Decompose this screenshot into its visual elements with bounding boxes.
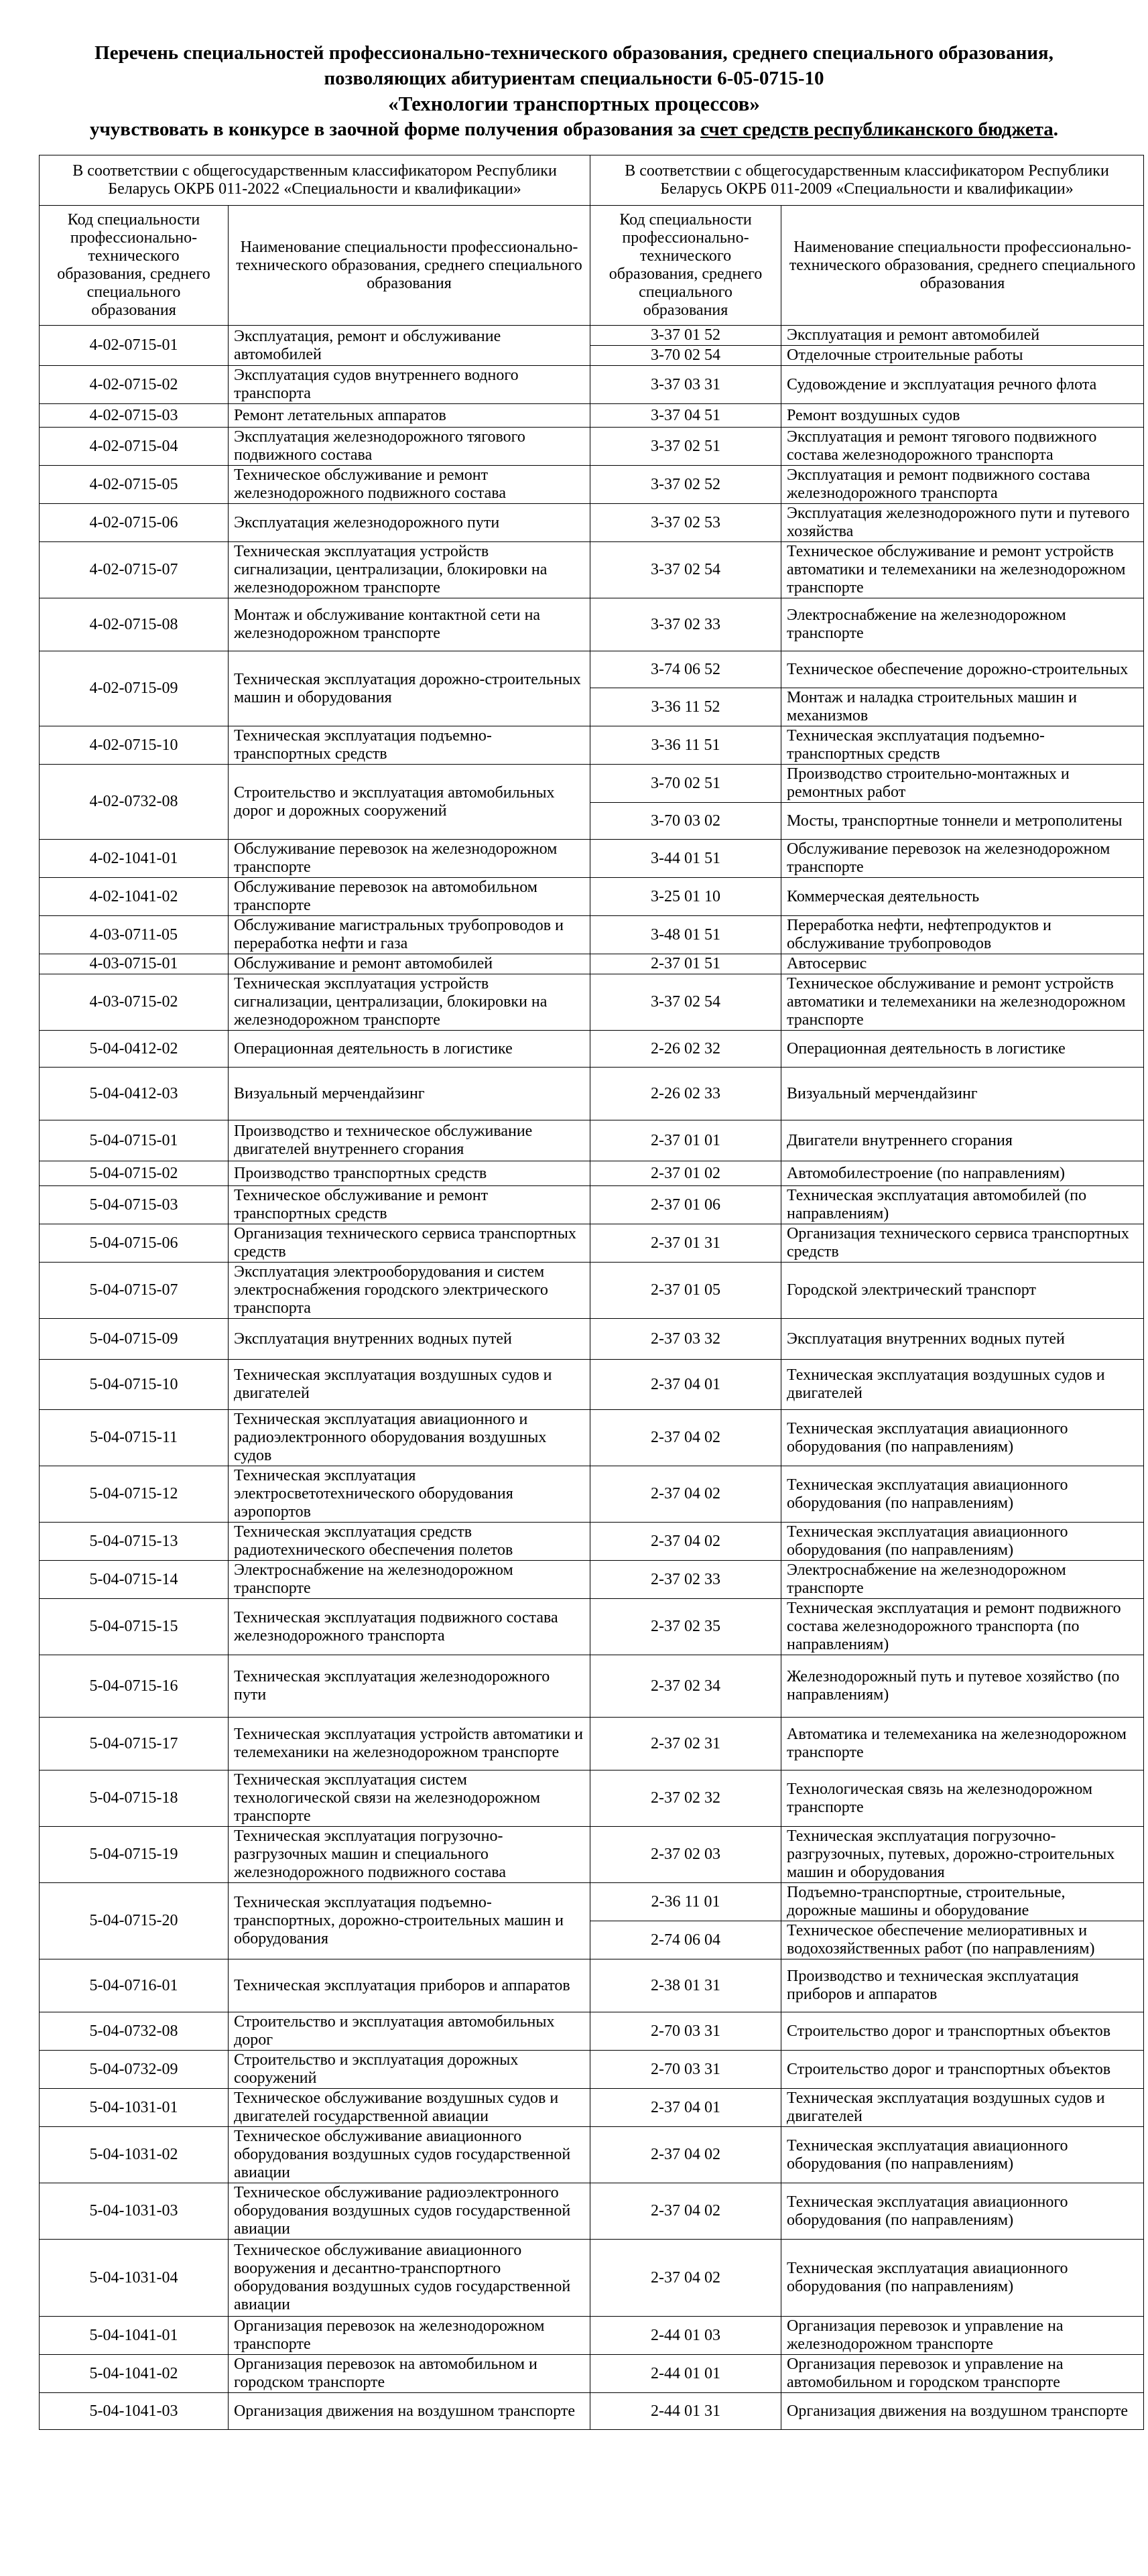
table-row bbox=[40, 326, 1144, 346]
specialty-name-2009: Отделочные строительные работы bbox=[781, 346, 1144, 366]
specialty-code-2022: 5-04-1041-02 bbox=[40, 2355, 229, 2393]
specialty-name-2022: Эксплуатация судов внутреннего водного транспорта bbox=[229, 366, 590, 404]
specialty-name-2022: Техническое обслуживание и ремонт транспортных средств bbox=[229, 1186, 590, 1224]
specialty-code-2022: 5-04-0716-01 bbox=[40, 1959, 229, 2012]
specialty-code-2022: 5-04-1031-01 bbox=[40, 2089, 229, 2127]
table-row bbox=[40, 1770, 1144, 1827]
specialty-name-2009: Организация технического сервиса транспортных средств bbox=[781, 1224, 1144, 1263]
specialty-code-2009: 3-37 02 53 bbox=[590, 504, 781, 542]
specialty-code-2022: 5-04-1031-02 bbox=[40, 2127, 229, 2183]
specialty-name-2022: Техническая эксплуатация устройств сигнализации, централизации, блокировки на железнодорожном транспорте bbox=[229, 974, 590, 1031]
specialty-name-2009: Техническое обеспечение мелиоративных и водохозяйственных работ (по направлениям) bbox=[781, 1921, 1144, 1959]
col-header-name-2022: Наименование специальности профессионально-технического образования, среднего специального образования bbox=[229, 206, 590, 326]
specialty-name-2009: Коммерческая деятельность bbox=[781, 878, 1144, 916]
specialty-name-2022: Производство транспортных средств bbox=[229, 1161, 590, 1186]
specialty-code-2009: 2-26 02 33 bbox=[590, 1068, 781, 1120]
table-row bbox=[40, 366, 1144, 404]
specialty-name-2022: Техническая эксплуатация электросветотехнического оборудования аэропортов bbox=[229, 1466, 590, 1523]
specialty-code-2009: 2-37 02 34 bbox=[590, 1655, 781, 1718]
specialty-code-2009: 2-37 02 35 bbox=[590, 1599, 781, 1655]
specialty-name-2022: Организация технического сервиса транспортных средств bbox=[229, 1224, 590, 1263]
specialty-code-2022: 5-04-0715-12 bbox=[40, 1466, 229, 1523]
specialty-code-2022: 4-02-0715-04 bbox=[40, 428, 229, 466]
col-header-code-2009: Код специальности профессионально-технического образования, среднего специального образования bbox=[590, 206, 781, 326]
specialty-name-2009: Производство и техническая эксплуатация приборов и аппаратов bbox=[781, 1959, 1144, 2012]
specialty-code-2022: 4-02-0732-08 bbox=[40, 765, 229, 840]
table-row bbox=[40, 1186, 1144, 1224]
specialty-code-2009: 2-70 03 31 bbox=[590, 2012, 781, 2051]
specialty-name-2009: Техническая эксплуатация подъемно-транспортных средств bbox=[781, 726, 1144, 765]
specialty-code-2022: 4-02-0715-08 bbox=[40, 598, 229, 651]
group-header-row bbox=[40, 155, 1144, 206]
table-row bbox=[40, 2051, 1144, 2089]
table-row bbox=[40, 916, 1144, 954]
specialty-code-2009: 3-70 02 54 bbox=[590, 346, 781, 366]
specialty-code-2009: 2-37 04 02 bbox=[590, 1410, 781, 1466]
specialty-name-2009: Строительство дорог и транспортных объектов bbox=[781, 2051, 1144, 2089]
table-row bbox=[40, 504, 1144, 542]
specialty-code-2022: 4-02-0715-05 bbox=[40, 466, 229, 504]
specialty-name-2009: Визуальный мерчендайзинг bbox=[781, 1068, 1144, 1120]
specialty-name-2009: Техническая эксплуатация авиационного оборудования (по направлениям) bbox=[781, 1466, 1144, 1523]
table-row bbox=[40, 1031, 1144, 1068]
specialty-name-2009: Техническая эксплуатация авиационного оборудования (по направлениям) bbox=[781, 1410, 1144, 1466]
specialty-code-2009: 2-37 01 31 bbox=[590, 1224, 781, 1263]
specialty-code-2022: 5-04-0412-02 bbox=[40, 1031, 229, 1068]
heading-line-2: позволяющих абитуриентам специальности 6-05-0715-10 bbox=[324, 68, 824, 89]
specialty-code-2009: 3-74 06 52 bbox=[590, 651, 781, 688]
table-row bbox=[40, 2355, 1144, 2393]
specialty-code-2009: 3-44 01 51 bbox=[590, 840, 781, 878]
specialty-code-2022: 4-02-0715-09 bbox=[40, 651, 229, 726]
table-row bbox=[40, 404, 1144, 428]
specialty-code-2022: 4-02-0715-07 bbox=[40, 542, 229, 598]
specialty-name-2022: Эксплуатация электрооборудования и систем электроснабжения городского электрического транспорта bbox=[229, 1263, 590, 1319]
specialty-name-2009: Автосервис bbox=[781, 954, 1144, 974]
table-row bbox=[40, 2012, 1144, 2051]
specialty-code-2022: 5-04-0715-16 bbox=[40, 1655, 229, 1718]
specialty-name-2009: Техническая эксплуатация автомобилей (по направлениям) bbox=[781, 1186, 1144, 1224]
specialty-name-2022: Техническая эксплуатация приборов и аппаратов bbox=[229, 1959, 590, 2012]
specialty-code-2022: 5-04-0715-07 bbox=[40, 1263, 229, 1319]
specialty-code-2009: 3-36 11 52 bbox=[590, 688, 781, 726]
table-row bbox=[40, 878, 1144, 916]
specialty-name-2009: Техническое обслуживание и ремонт устройств автоматики и телемеханики на железнодорожном транспорте bbox=[781, 542, 1144, 598]
specialty-name-2009: Мосты, транспортные тоннели и метрополитены bbox=[781, 803, 1144, 840]
specialty-name-2022: Техническая эксплуатация подъемно-транспортных, дорожно-строительных машин и оборудования bbox=[229, 1883, 590, 1959]
table-row bbox=[40, 954, 1144, 974]
specialty-code-2009: 2-44 01 01 bbox=[590, 2355, 781, 2393]
specialty-code-2022: 5-04-0732-09 bbox=[40, 2051, 229, 2089]
specialty-name-2022: Обслуживание и ремонт автомобилей bbox=[229, 954, 590, 974]
specialty-name-2022: Техническая эксплуатация устройств автоматики и телемеханики на железнодорожном транспорте bbox=[229, 1718, 590, 1770]
specialty-code-2009: 2-44 01 03 bbox=[590, 2317, 781, 2355]
specialty-name-2009: Судовождение и эксплуатация речного флота bbox=[781, 366, 1144, 404]
specialty-code-2009: 2-37 02 33 bbox=[590, 1561, 781, 1599]
specialty-name-2022: Эксплуатация, ремонт и обслуживание автомобилей bbox=[229, 326, 590, 366]
heading-line-4-suffix: . bbox=[1053, 119, 1059, 140]
specialty-code-2022: 5-04-0715-15 bbox=[40, 1599, 229, 1655]
specialty-code-2022: 5-04-0715-06 bbox=[40, 1224, 229, 1263]
table-row bbox=[40, 974, 1144, 1031]
specialty-code-2009: 2-37 04 01 bbox=[590, 1360, 781, 1410]
table-row bbox=[40, 1561, 1144, 1599]
specialty-code-2009: 2-37 03 32 bbox=[590, 1319, 781, 1360]
specialty-code-2022: 5-04-1031-03 bbox=[40, 2183, 229, 2240]
table-row bbox=[40, 2127, 1144, 2183]
specialty-name-2022: Строительство и эксплуатация дорожных сооружений bbox=[229, 2051, 590, 2089]
specialty-name-2022: Электроснабжение на железнодорожном транспорте bbox=[229, 1561, 590, 1599]
specialty-code-2022: 5-04-0732-08 bbox=[40, 2012, 229, 2051]
col-header-code-2022: Код специальности профессионально-технического образования, среднего специального образования bbox=[40, 206, 229, 326]
specialty-name-2022: Техническое обслуживание и ремонт железнодорожного подвижного состава bbox=[229, 466, 590, 504]
specialty-name-2022: Техническое обслуживание воздушных судов и двигателей государственной авиации bbox=[229, 2089, 590, 2127]
specialty-code-2009: 2-74 06 04 bbox=[590, 1921, 781, 1959]
specialty-name-2009: Техническая эксплуатация воздушных судов и двигателей bbox=[781, 1360, 1144, 1410]
specialty-name-2022: Строительство и эксплуатация автомобильных дорог и дорожных сооружений bbox=[229, 765, 590, 840]
table-row bbox=[40, 542, 1144, 598]
specialty-code-2009: 3-70 02 51 bbox=[590, 765, 781, 803]
specialty-name-2009: Эксплуатация и ремонт тягового подвижного состава железнодорожного транспорта bbox=[781, 428, 1144, 466]
specialty-name-2022: Техническая эксплуатация устройств сигнализации, централизации, блокировки на железнодорожном транспорте bbox=[229, 542, 590, 598]
heading-line-4 bbox=[0, 117, 1148, 142]
table-row bbox=[40, 2240, 1144, 2317]
specialty-name-2022: Эксплуатация железнодорожного пути bbox=[229, 504, 590, 542]
specialty-name-2009: Ремонт воздушных судов bbox=[781, 404, 1144, 428]
specialty-code-2009: 2-36 11 01 bbox=[590, 1883, 781, 1921]
table-row bbox=[40, 428, 1144, 466]
specialty-code-2009: 3-70 03 02 bbox=[590, 803, 781, 840]
specialty-name-2009: Монтаж и наладка строительных машин и механизмов bbox=[781, 688, 1144, 726]
specialty-name-2009: Автоматика и телемеханика на железнодорожном транспорте bbox=[781, 1718, 1144, 1770]
group-header-2022: В соответствии с общегосударственным классификатором Республики Беларусь ОКРБ 011-2022 «Специальности и квалификации» bbox=[40, 155, 590, 206]
specialty-name-2022: Организация перевозок на железнодорожном транспорте bbox=[229, 2317, 590, 2355]
specialty-name-2009: Техническая эксплуатация авиационного оборудования (по направлениям) bbox=[781, 2240, 1144, 2317]
specialty-code-2022: 5-04-0715-11 bbox=[40, 1410, 229, 1466]
specialty-name-2022: Ремонт летательных аппаратов bbox=[229, 404, 590, 428]
specialty-name-2022: Техническая эксплуатация систем технологической связи на железнодорожном транспорте bbox=[229, 1770, 590, 1827]
table-body bbox=[40, 326, 1144, 2430]
specialty-code-2022: 4-02-0715-01 bbox=[40, 326, 229, 366]
table-row bbox=[40, 1360, 1144, 1410]
specialty-name-2022: Техническая эксплуатация воздушных судов и двигателей bbox=[229, 1360, 590, 1410]
specialty-code-2022: 4-02-0715-02 bbox=[40, 366, 229, 404]
table-row bbox=[40, 1120, 1144, 1161]
specialty-name-2009: Двигатели внутреннего сгорания bbox=[781, 1120, 1144, 1161]
specialty-name-2022: Техническое обслуживание авиационного вооружения и десантно-транспортного оборудования воздушных судов государственной авиации bbox=[229, 2240, 590, 2317]
specialty-name-2022: Техническая эксплуатация подвижного состава железнодорожного транспорта bbox=[229, 1599, 590, 1655]
table-row bbox=[40, 1224, 1144, 1263]
specialty-name-2009: Операционная деятельность в логистике bbox=[781, 1031, 1144, 1068]
specialty-name-2022: Производство и техническое обслуживание двигателей внутреннего сгорания bbox=[229, 1120, 590, 1161]
specialty-code-2022: 4-02-0715-06 bbox=[40, 504, 229, 542]
table-row bbox=[40, 2317, 1144, 2355]
table-row bbox=[40, 1959, 1144, 2012]
specialty-code-2009: 2-37 02 32 bbox=[590, 1770, 781, 1827]
specialty-code-2022: 4-02-1041-02 bbox=[40, 878, 229, 916]
specialty-code-2009: 3-37 02 52 bbox=[590, 466, 781, 504]
specialty-code-2022: 4-03-0715-01 bbox=[40, 954, 229, 974]
specialty-name-2022: Техническое обслуживание авиационного оборудования воздушных судов государственной авиации bbox=[229, 2127, 590, 2183]
specialty-name-2009: Электроснабжение на железнодорожном транспорте bbox=[781, 598, 1144, 651]
specialty-code-2009: 2-37 01 51 bbox=[590, 954, 781, 974]
specialty-code-2009: 2-44 01 31 bbox=[590, 2393, 781, 2430]
specialty-code-2009: 2-37 04 02 bbox=[590, 1466, 781, 1523]
specialty-name-2022: Строительство и эксплуатация автомобильных дорог bbox=[229, 2012, 590, 2051]
specialty-code-2009: 3-37 02 54 bbox=[590, 542, 781, 598]
specialty-code-2009: 2-37 01 06 bbox=[590, 1186, 781, 1224]
specialty-code-2022: 5-04-0715-20 bbox=[40, 1883, 229, 1959]
specialty-name-2009: Техническая эксплуатация авиационного оборудования (по направлениям) bbox=[781, 1523, 1144, 1561]
column-header-row bbox=[40, 206, 1144, 326]
specialty-name-2009: Переработка нефти, нефтепродуктов и обслуживание трубопроводов bbox=[781, 916, 1144, 954]
specialty-name-2009: Организация движения на воздушном транспорте bbox=[781, 2393, 1144, 2430]
specialty-code-2022: 5-04-1031-04 bbox=[40, 2240, 229, 2317]
specialty-code-2009: 3-37 01 52 bbox=[590, 326, 781, 346]
specialty-code-2022: 5-04-0715-18 bbox=[40, 1770, 229, 1827]
specialty-code-2009: 2-37 04 02 bbox=[590, 1523, 781, 1561]
group-header-2009: В соответствии с общегосударственным классификатором Республики Беларусь ОКРБ 011-2009 «Специальности и квалификации» bbox=[590, 155, 1144, 206]
table-row bbox=[40, 466, 1144, 504]
specialty-name-2022: Организация движения на воздушном транспорте bbox=[229, 2393, 590, 2430]
specialty-name-2009: Автомобилестроение (по направлениям) bbox=[781, 1161, 1144, 1186]
table-row bbox=[40, 1319, 1144, 1360]
specialty-name-2009: Эксплуатация железнодорожного пути и путевого хозяйства bbox=[781, 504, 1144, 542]
specialty-code-2022: 5-04-0715-01 bbox=[40, 1120, 229, 1161]
table-row bbox=[40, 1068, 1144, 1120]
specialty-name-2009: Подъемно-транспортные, строительные, дорожные машины и оборудование bbox=[781, 1883, 1144, 1921]
specialty-name-2022: Техническая эксплуатация подъемно-транспортных средств bbox=[229, 726, 590, 765]
specialty-code-2022: 5-04-1041-03 bbox=[40, 2393, 229, 2430]
specialty-code-2009: 3-25 01 10 bbox=[590, 878, 781, 916]
specialty-name-2009: Обслуживание перевозок на железнодорожном транспорте bbox=[781, 840, 1144, 878]
table-row bbox=[40, 726, 1144, 765]
specialty-code-2009: 2-38 01 31 bbox=[590, 1959, 781, 2012]
specialty-name-2022: Техническая эксплуатация железнодорожного пути bbox=[229, 1655, 590, 1718]
specialty-code-2009: 3-37 02 33 bbox=[590, 598, 781, 651]
specialty-code-2022: 5-04-1041-01 bbox=[40, 2317, 229, 2355]
specialty-name-2009: Техническая эксплуатация авиационного оборудования (по направлениям) bbox=[781, 2183, 1144, 2240]
specialty-code-2009: 2-37 02 03 bbox=[590, 1827, 781, 1883]
heading-line-4-prefix: учувствовать в конкурсе в заочной форме получения образования за bbox=[89, 119, 701, 140]
heading-budget-text: счет средств республиканского бюджета bbox=[700, 119, 1054, 140]
specialty-code-2009: 2-70 03 31 bbox=[590, 2051, 781, 2089]
specialty-code-2022: 5-04-0715-02 bbox=[40, 1161, 229, 1186]
specialty-name-2022: Визуальный мерчендайзинг bbox=[229, 1068, 590, 1120]
specialty-code-2009: 3-48 01 51 bbox=[590, 916, 781, 954]
specialty-code-2009: 3-36 11 51 bbox=[590, 726, 781, 765]
specialty-name-2022: Техническая эксплуатация погрузочно-разгрузочных машин и специального железнодорожного подвижного состава bbox=[229, 1827, 590, 1883]
specialty-code-2009: 2-37 04 02 bbox=[590, 2183, 781, 2240]
specialty-code-2022: 5-04-0715-03 bbox=[40, 1186, 229, 1224]
table-row bbox=[40, 1523, 1144, 1561]
specialty-code-2022: 4-02-0715-10 bbox=[40, 726, 229, 765]
specialty-code-2022: 4-03-0711-05 bbox=[40, 916, 229, 954]
table-row bbox=[40, 1263, 1144, 1319]
col-header-name-2009: Наименование специальности профессионально-технического образования, среднего специального образования bbox=[781, 206, 1144, 326]
table-row bbox=[40, 1655, 1144, 1718]
specialty-code-2022: 5-04-0715-10 bbox=[40, 1360, 229, 1410]
table-row bbox=[40, 2183, 1144, 2240]
specialty-name-2009: Техническая эксплуатация авиационного оборудования (по направлениям) bbox=[781, 2127, 1144, 2183]
specialty-name-2009: Производство строительно-монтажных и ремонтных работ bbox=[781, 765, 1144, 803]
specialty-name-2022: Монтаж и обслуживание контактной сети на железнодорожном транспорте bbox=[229, 598, 590, 651]
table-row bbox=[40, 1599, 1144, 1655]
table-row bbox=[40, 2089, 1144, 2127]
specialty-name-2009: Техническая эксплуатация и ремонт подвижного состава железнодорожного транспорта (по направлениям) bbox=[781, 1599, 1144, 1655]
specialty-code-2009: 3-37 04 51 bbox=[590, 404, 781, 428]
specialty-name-2022: Техническая эксплуатация авиационного и радиоэлектронного оборудования воздушных судов bbox=[229, 1410, 590, 1466]
specialty-name-2009: Эксплуатация и ремонт подвижного состава железнодорожного транспорта bbox=[781, 466, 1144, 504]
specialty-name-2022: Обслуживание перевозок на автомобильном транспорте bbox=[229, 878, 590, 916]
specialty-name-2022: Организация перевозок на автомобильном и городском транспорте bbox=[229, 2355, 590, 2393]
specialty-code-2022: 5-04-0715-17 bbox=[40, 1718, 229, 1770]
specialty-code-2022: 4-02-1041-01 bbox=[40, 840, 229, 878]
specialty-code-2009: 2-37 02 31 bbox=[590, 1718, 781, 1770]
specialty-code-2009: 2-37 01 01 bbox=[590, 1120, 781, 1161]
table-row bbox=[40, 1718, 1144, 1770]
specialty-name-2022: Эксплуатация железнодорожного тягового подвижного состава bbox=[229, 428, 590, 466]
specialty-name-2022: Операционная деятельность в логистике bbox=[229, 1031, 590, 1068]
table-row bbox=[40, 1827, 1144, 1883]
specialty-code-2022: 5-04-0412-03 bbox=[40, 1068, 229, 1120]
specialty-name-2009: Техническое обслуживание и ремонт устройств автоматики и телемеханики на железнодорожном транспорте bbox=[781, 974, 1144, 1031]
table-row bbox=[40, 651, 1144, 688]
specialties-table bbox=[39, 155, 1144, 2430]
specialty-code-2009: 2-37 04 02 bbox=[590, 2240, 781, 2317]
table-row bbox=[40, 1883, 1144, 1921]
specialty-name-2009: Электроснабжение на железнодорожном транспорте bbox=[781, 1561, 1144, 1599]
table-row bbox=[40, 2393, 1144, 2430]
specialty-name-2022: Техническое обслуживание радиоэлектронного оборудования воздушных судов государственной авиации bbox=[229, 2183, 590, 2240]
specialty-name-2022: Обслуживание перевозок на железнодорожном транспорте bbox=[229, 840, 590, 878]
table-row bbox=[40, 840, 1144, 878]
specialty-code-2022: 4-03-0715-02 bbox=[40, 974, 229, 1031]
specialty-name-2009: Техническая эксплуатация воздушных судов и двигателей bbox=[781, 2089, 1144, 2127]
specialty-name-2009: Строительство дорог и транспортных объектов bbox=[781, 2012, 1144, 2051]
table-row bbox=[40, 1466, 1144, 1523]
table-row bbox=[40, 598, 1144, 651]
heading-program-title: «Технологии транспортных процессов» bbox=[388, 92, 760, 115]
specialty-code-2009: 2-37 04 01 bbox=[590, 2089, 781, 2127]
specialty-name-2009: Техническое обеспечение дорожно-строительных bbox=[781, 651, 1144, 688]
specialty-name-2009: Техническая эксплуатация погрузочно-разгрузочных, путевых, дорожно-строительных машин и оборудования bbox=[781, 1827, 1144, 1883]
specialty-code-2009: 3-37 02 51 bbox=[590, 428, 781, 466]
table-row bbox=[40, 1410, 1144, 1466]
table-row bbox=[40, 1161, 1144, 1186]
specialty-code-2022: 5-04-0715-19 bbox=[40, 1827, 229, 1883]
table-row bbox=[40, 765, 1144, 803]
specialty-name-2009: Организация перевозок и управление на автомобильном и городском транспорте bbox=[781, 2355, 1144, 2393]
specialty-name-2022: Техническая эксплуатация средств радиотехнического обеспечения полетов bbox=[229, 1523, 590, 1561]
specialty-name-2022: Техническая эксплуатация дорожно-строительных машин и оборудования bbox=[229, 651, 590, 726]
specialty-name-2009: Эксплуатация внутренних водных путей bbox=[781, 1319, 1144, 1360]
specialty-code-2022: 4-02-0715-03 bbox=[40, 404, 229, 428]
document-heading bbox=[0, 0, 1148, 142]
specialty-code-2009: 2-37 01 02 bbox=[590, 1161, 781, 1186]
specialty-code-2009: 3-37 03 31 bbox=[590, 366, 781, 404]
specialty-name-2009: Городской электрический транспорт bbox=[781, 1263, 1144, 1319]
specialty-code-2009: 2-26 02 32 bbox=[590, 1031, 781, 1068]
specialty-code-2022: 5-04-0715-13 bbox=[40, 1523, 229, 1561]
specialty-name-2009: Организация перевозок и управление на железнодорожном транспорте bbox=[781, 2317, 1144, 2355]
specialty-name-2009: Железнодорожный путь и путевое хозяйство (по направлениям) bbox=[781, 1655, 1144, 1718]
specialty-code-2009: 3-37 02 54 bbox=[590, 974, 781, 1031]
heading-line-1: Перечень специальностей профессионально-технического образования, среднего специального образования, bbox=[94, 42, 1054, 64]
specialty-code-2022: 5-04-0715-09 bbox=[40, 1319, 229, 1360]
specialty-name-2022: Эксплуатация внутренних водных путей bbox=[229, 1319, 590, 1360]
specialty-name-2022: Обслуживание магистральных трубопроводов и переработка нефти и газа bbox=[229, 916, 590, 954]
specialty-code-2009: 2-37 01 05 bbox=[590, 1263, 781, 1319]
specialty-code-2009: 2-37 04 02 bbox=[590, 2127, 781, 2183]
specialty-code-2022: 5-04-0715-14 bbox=[40, 1561, 229, 1599]
specialty-name-2009: Технологическая связь на железнодорожном транспорте bbox=[781, 1770, 1144, 1827]
specialty-name-2009: Эксплуатация и ремонт автомобилей bbox=[781, 326, 1144, 346]
